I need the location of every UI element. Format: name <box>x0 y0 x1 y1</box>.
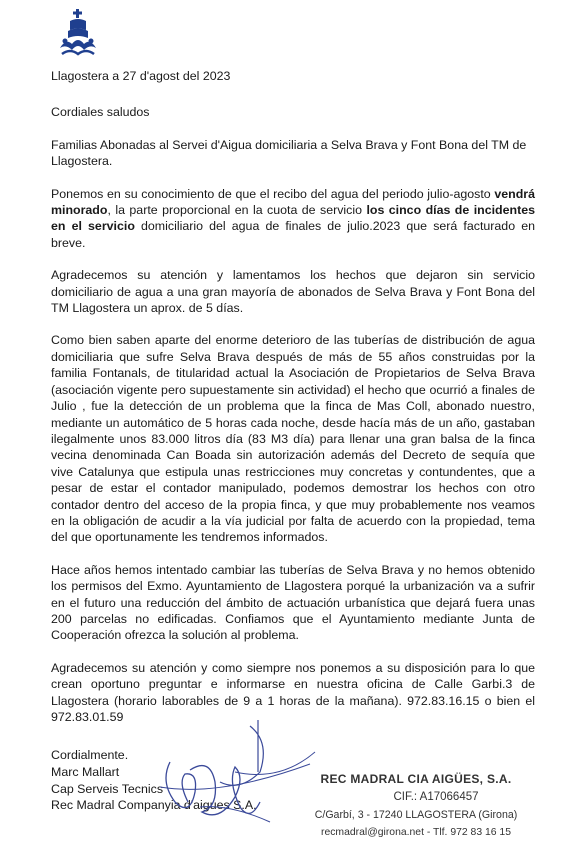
stamp-company-name: REC MADRAL CIA AIGÜES, S.A. <box>320 772 512 786</box>
signer-company: Rec Madral Companyia d'aigues S.A. <box>51 798 257 813</box>
bold-reduced: vendrá minorado <box>51 186 535 218</box>
paragraph-billing-text-e: domiciliario del agua de finales de julio.2023 que será facturado en breve. <box>51 219 535 250</box>
bold-five-days: los cinco días de incidentes en el servicio <box>51 203 535 234</box>
recipients-paragraph: Familias Abonadas al Servei d'Aigua domiciliaria a Selva Brava y Font Bona del TM de Llagostera. <box>51 137 527 169</box>
letter-date: Llagostera a 27 d'agost del 2023 <box>51 69 231 83</box>
closing-regards: Cordialmente. <box>51 748 129 762</box>
stamp-cif: CIF.: A17066457 <box>393 791 479 803</box>
company-stamp <box>300 770 532 842</box>
signer-name: Marc Mallart <box>51 764 120 779</box>
paragraph-contact: Agradecemos su atención y como siempre nos ponemos a su disposición para lo que crean oportuno preguntar e informarse en nuestra oficina de Calle Garbi.3 de Llagostera (horario laborables de 9 a 1 horas de la mañana). 972.83.16.15 o bien el 972.83.01.59 <box>51 660 535 724</box>
paragraph-apology: Agradecemos su atención y lamentamos los hechos que dejaron sin servicio domiciliario de agua a una gran mayoría de abonados de Selva Brava y Font Bona del TM Llagostera un aprox. de 5 días. <box>51 268 535 316</box>
stamp-address: C/Garbí, 3 - 17240 LLAGOSTERA (Girona) <box>314 809 518 821</box>
paragraph-billing-text-a: Ponemos en su conocimiento de que el recibo del agua del periodo julio-agosto <box>51 186 495 201</box>
paragraph-pipes: Hace años hemos intentado cambiar las tuberías de Selva Brava y no hemos obtenido los permisos del Exmo. Ayuntamiento de Llagostera porqué la urbanización va a sufrir en el futuro una reducción del ámbito de actuación urbanística que dejará fuera unas 200 parcelas no edificadas. Confiamos que el Ayuntamiento mediante Junta de Cooperación ofrezca la solución al problema. <box>51 562 535 643</box>
paragraph-billing <box>51 186 535 252</box>
paragraph-billing-text-c: , la parte proporcional en la cuota de servicio <box>107 203 367 218</box>
company-emblem-icon <box>56 8 100 58</box>
signer-title: Cap Serveis Tecnics <box>51 781 164 796</box>
closing-block <box>51 747 257 814</box>
greeting: Cordiales saludos <box>51 105 150 120</box>
stamp-contact: recmadral@girona.net - Tlf. 972 83 16 15 <box>321 827 511 838</box>
letter-body <box>51 68 535 741</box>
paragraph-incident: Como bien saben aparte del enorme deterioro de las tuberías de distribución de agua domiciliaria que sufre Selva Brava después de más de 55 años construidas por la familia Fontanals, de titularidad actual la Asociación de Propietarios de Selva Brava (asociación vigente pero supuestamente sin actividad) el hecho que ocurrió a finales de Julio , fue la detección de un problema que la finca de Mas Coll, abonado nuestro, mediante un automático de 5 horas cada noche, desde hacía más de un año, gastaban ilegalmente unos 83.000 litros día (83 M3 día) para llenar una gran balsa de la finca vecina denominada Can Boada sin autorización además del Decreto de sequía que vive Catalunya que estipula unas restricciones muy concretas y contundentes, que a pesar de estar el contador manipulado, podemos demostrar los hechos con otro contador dentro del acceso de la propia finca, y que muy probablemente nos veamos en la obligación de acudir a la vía judicial por falta de acuerdo con la propiedad, tema del que oportunamente les tendremos informados. <box>51 333 535 545</box>
